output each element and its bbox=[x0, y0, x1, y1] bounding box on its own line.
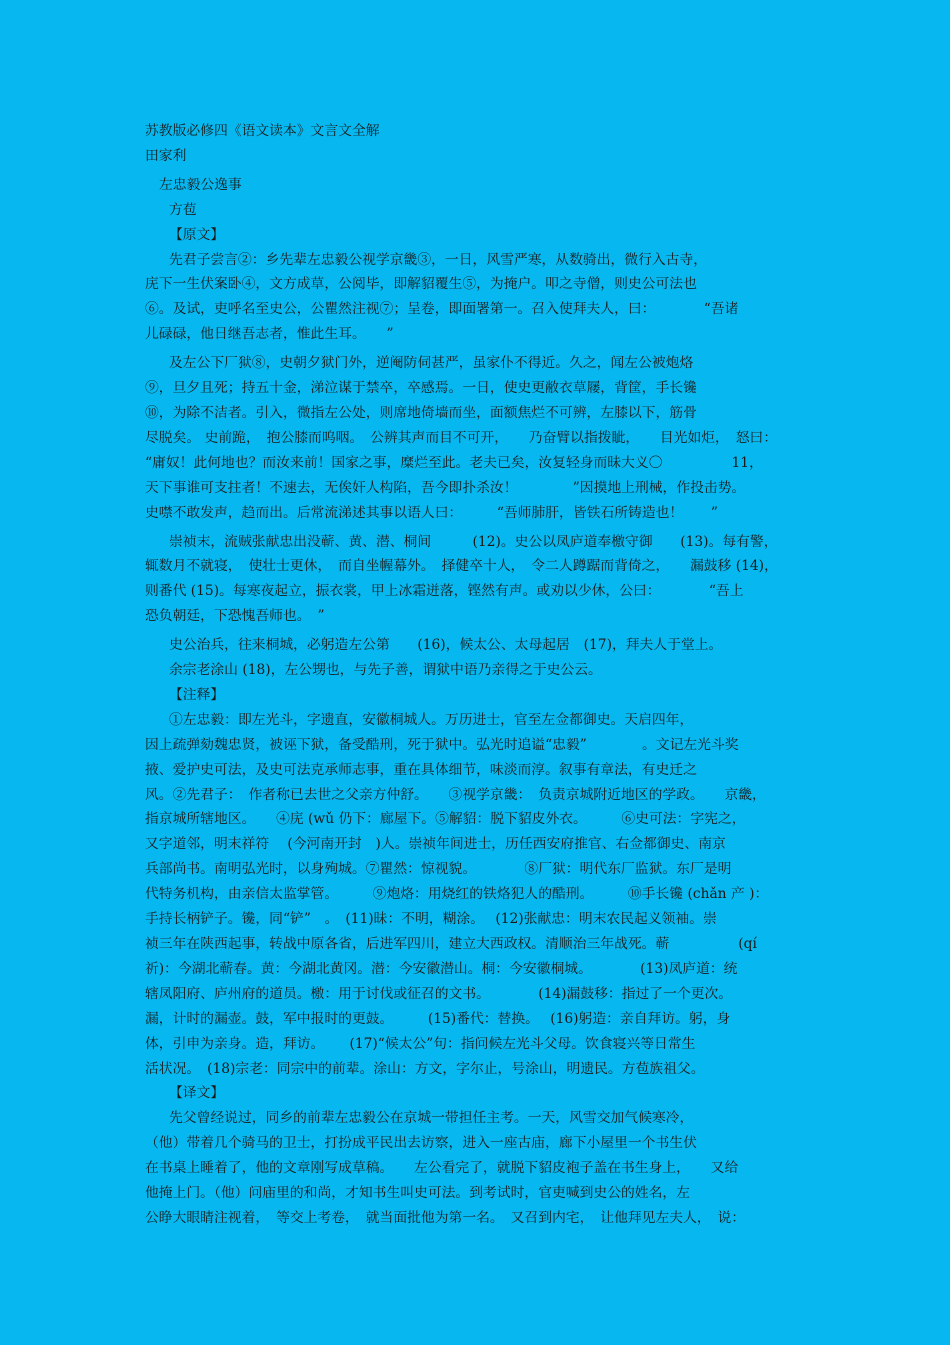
document-author: 田家利 bbox=[145, 147, 187, 164]
translation-line: 公睁大眼睛注视着， 等交上考卷， 就当面批他为第一名。 又召到内宅， 让他拜见左夫人， 说： bbox=[145, 1209, 746, 1226]
original-line: 儿碌碌，他日继吾志者，惟此生耳。 ” bbox=[145, 326, 394, 343]
note-line: 辖凤阳府、庐州府的道员。檄：用于讨伐或征召的文书。 (14)漏鼓移：指过了一个更次。 bbox=[145, 985, 733, 1002]
original-line: 庑下一生伏案卧④，文方成草，公阅毕，即解貂覆生⑤，为掩户。叩之寺僧，则史公可法也 bbox=[145, 276, 697, 293]
note-line: 手持长柄铲子。镵，同“铲” 。 (11)昧：不明，糊涂。 (12)张献忠：明末农民起义领袖。崇 bbox=[145, 911, 717, 928]
original-line: ⑩，为除不洁者。引入，微指左公处，则席地倚墙而坐，面额焦烂不可辨，左膝以下，筋骨 bbox=[145, 404, 697, 421]
original-line: 尽脱矣。 史前跪， 抱公膝而呜咽。 公辨其声而目不可开， 乃奋臂以指拨眦， 目光如炬， 怒曰： bbox=[145, 429, 778, 446]
original-line: 余宗老涂山 (18)，左公甥也，与先子善，谓狱中语乃亲得之于史公云。 bbox=[169, 662, 602, 679]
note-line: 兵部尚书。南明弘光时，以身殉城。⑦瞿然：惊视貌。 ⑧厂狱：明代东厂监狱。东厂是明 bbox=[145, 861, 732, 878]
original-line: 史噤不敢发声，趋而出。后常流涕述其事以语人曰： “吾师肺肝，皆铁石所铸造也！ ” bbox=[145, 504, 718, 521]
original-line: 则番代 (15)。每寒夜起立，振衣裳，甲上冰霜迸落，铿然有声。或劝以少休，公曰： “吾上 bbox=[145, 583, 744, 600]
original-line: 崇祯末，流贼张献忠出没蕲、黄、潜、桐间 (12)。史公以凤庐道奉檄守御 (13)。每有警， bbox=[169, 533, 778, 550]
original-line: “庸奴！此何地也？而汝来前！国家之事，糜烂至此。老夫已矣，汝复轻身而昧大义〇 11， bbox=[145, 454, 763, 471]
document-title: 苏教版必修四《语文读本》文言文全解 bbox=[145, 123, 380, 139]
note-line: 又字道邻，明末祥符 (今河南开封 )人。崇祯年间进士，历任西安府推官、右佥都御史、南京 bbox=[145, 836, 726, 853]
note-line: 体，引申为亲身。造，拜访。 (17)“候太公”句：指问候左光斗父母。饮食寝兴等日常生 bbox=[145, 1035, 696, 1052]
essay-author: 方苞 bbox=[169, 201, 197, 218]
note-line: 因上疏弹劾魏忠贤，被诬下狱，备受酷刑，死于狱中。弘光时追谥“忠毅” 。文记左光斗奖 bbox=[145, 736, 739, 753]
original-line: 天下事谁可支拄者！不速去，无俟奸人构陷，吾今即扑杀汝！ ”因摸地上刑械，作投击势。 bbox=[145, 479, 746, 496]
original-line: 恐负朝廷，下恐愧吾师也。 ” bbox=[145, 608, 325, 625]
original-line: 先君子尝言②：乡先辈左忠毅公视学京畿③，一日，风雪严寒，从数骑出，微行入古寺， bbox=[169, 251, 708, 268]
translation-line: 先父曾经说过，同乡的前辈左忠毅公在京城一带担任主考。一天，风雪交加气候寒冷， bbox=[169, 1110, 694, 1127]
note-line: 风。②先君子： 作者称已去世之父亲方仲舒。 ③视学京畿： 负责京城附近地区的学政。 京畿， bbox=[145, 786, 766, 803]
section-heading-translation: 【译文】 bbox=[169, 1085, 225, 1102]
note-line: 代特务机构，由亲信太监掌管。 ⑨炮烙：用烧红的铁烙犯人的酷刑。 ⑩手长镵 (chǎn 产 )： bbox=[145, 886, 769, 903]
note-line: 漏，计时的漏壶。鼓，军中报时的更鼓。 (15)番代：替换。 (16)躬造：亲自拜访。躬，身 bbox=[145, 1010, 731, 1027]
original-line: 史公治兵，往来桐城，必躬造左公第 (16)，候太公、太母起居 (17)，拜夫人于堂上。 bbox=[169, 637, 723, 654]
document-body bbox=[145, 119, 805, 1231]
translation-line: 在书桌上睡着了，他的文章刚写成草稿。 左公看完了，就脱下貂皮袍子盖在书生身上， 又给 bbox=[145, 1160, 739, 1177]
note-line: 祯三年在陕西起事，转战中原各省，后进军四川，建立大西政权。清顺治三年战死。蕲 (qí bbox=[145, 936, 757, 952]
essay-title: 左忠毅公逸事 bbox=[159, 176, 242, 193]
original-line: ⑥。及试，吏呼名至史公，公瞿然注视⑦；呈卷，即面署第一。召入使拜夫人，曰： “吾诸 bbox=[145, 301, 739, 318]
section-heading-notes: 【注释】 bbox=[169, 686, 225, 703]
original-line: 辄数月不就寝， 使壮士更休， 而自坐幄幕外。 择健卒十人， 令二人蹲踞而背倚之， 漏鼓移 (14)， bbox=[145, 558, 778, 575]
translation-line: 他掩上门。（他）问庙里的和尚，才知书生叫史可法。到考试时，官吏喊到史公的姓名，左 bbox=[145, 1185, 690, 1202]
note-line: 指京城所辖地区。 ④庑 (wǔ 仍下：廊屋下。⑤解貂：脱下貂皮外衣。 ⑥史可法：字宪之， bbox=[145, 811, 746, 828]
note-line: 祈)：今湖北蕲春。黄：今湖北黄冈。潜：今安徽潜山。桐：今安徽桐城。 (13)凤庐道：统 bbox=[145, 960, 738, 977]
original-line: ⑨，旦夕且死；持五十金，涕泣谋于禁卒，卒感焉。一日，使史更敝衣草屦，背筐，手长镵 bbox=[145, 380, 697, 397]
note-line: 活状况。 (18)宗老：同宗中的前辈。涂山：方文，字尔止，号涂山，明遗民。方苞族祖父。 bbox=[145, 1060, 705, 1077]
original-line: 及左公下厂狱⑧，史朝夕狱门外，逆阉防伺甚严，虽家仆不得近。久之，闻左公被炮烙 bbox=[169, 355, 694, 372]
section-heading-original: 【原文】 bbox=[169, 226, 225, 243]
note-line: 掖、爱护史可法，及史可法克承师志事，重在具体细节，味淡而淳。叙事有章法，有史迁之 bbox=[145, 761, 697, 778]
note-line: ①左忠毅：即左光斗，字遗直，安徽桐城人。万历进士，官至左佥都御史。天启四年， bbox=[169, 711, 694, 728]
translation-line: （他）带着几个骑马的卫士，打扮成平民出去访察，进入一座古庙，廊下小屋里一个书生伏 bbox=[145, 1135, 697, 1152]
